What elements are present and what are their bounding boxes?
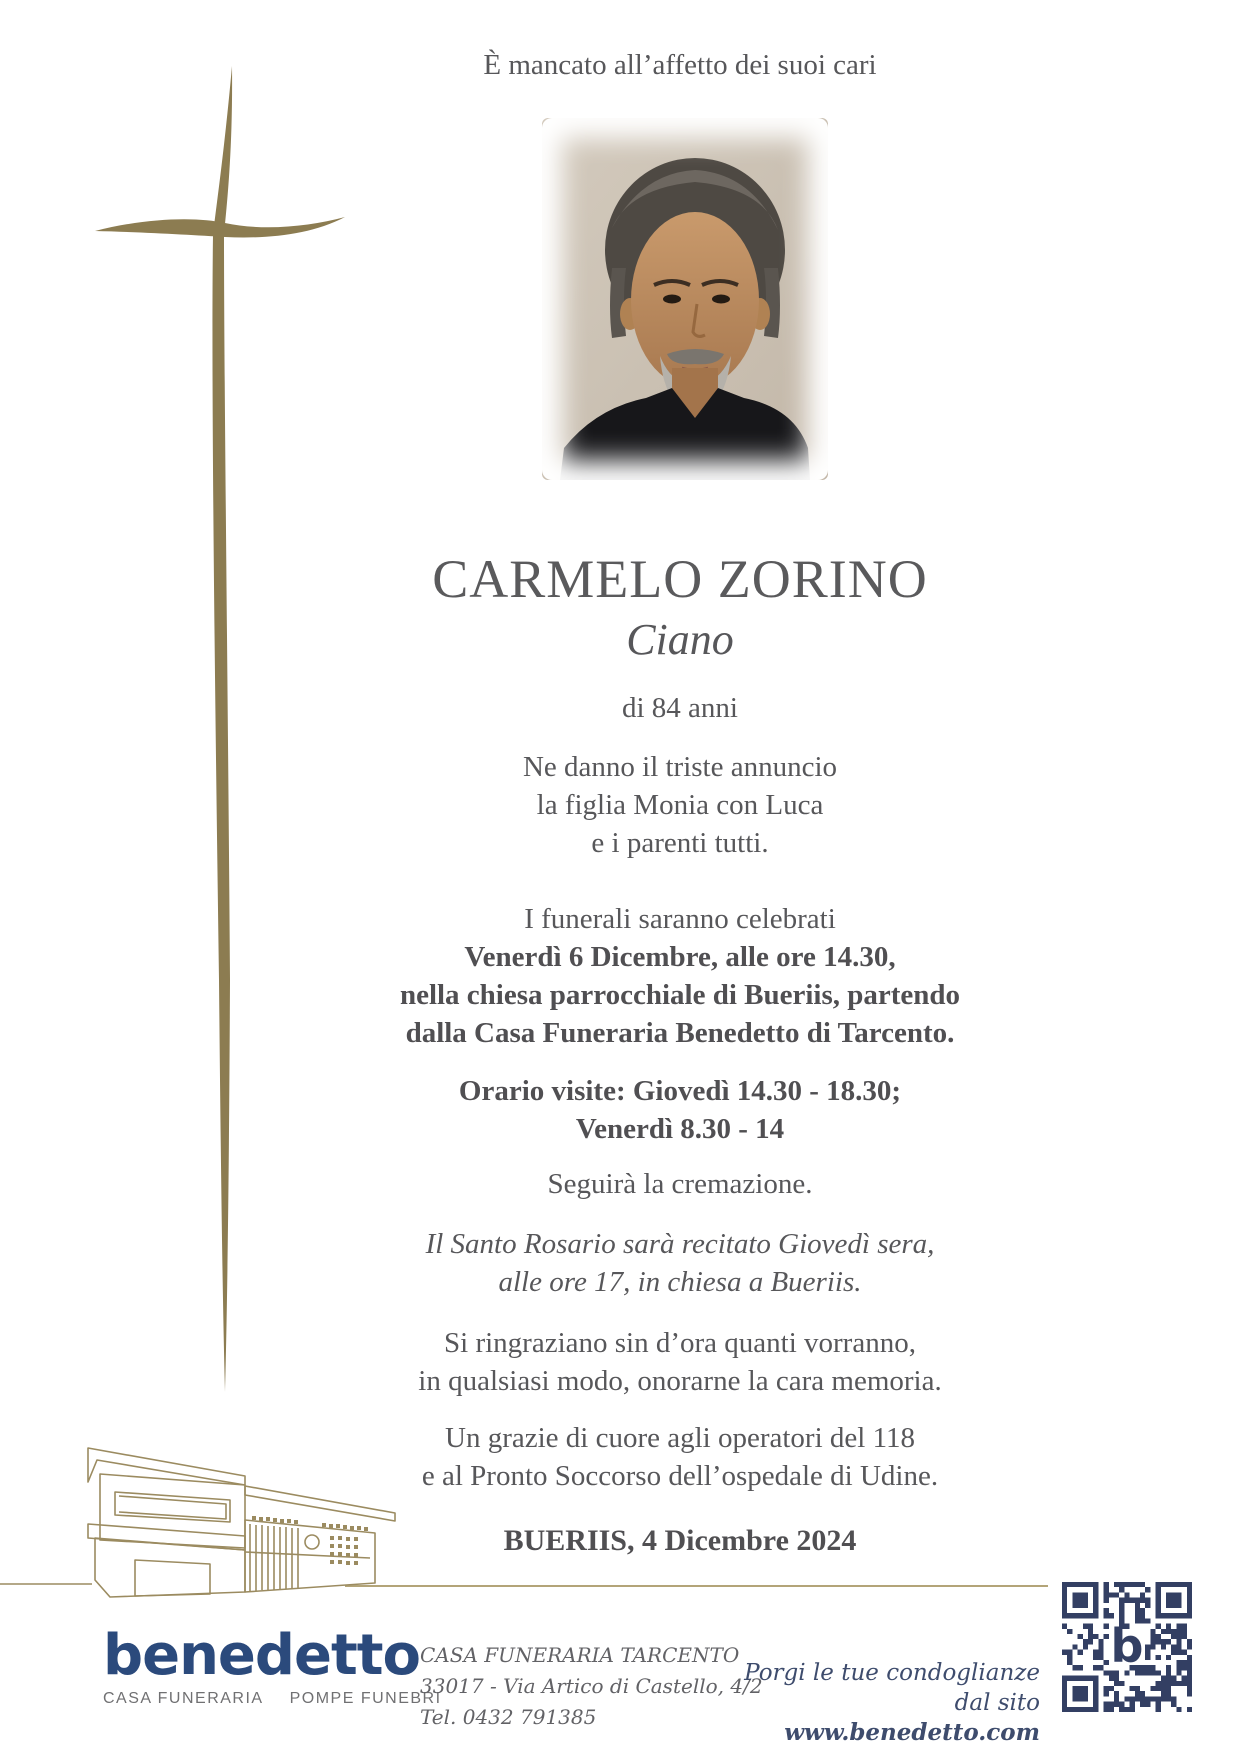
intro-line: È mancato all’affetto dei suoi cari bbox=[483, 49, 877, 81]
funeral-detail-line: nella chiesa parrocchiale di Bueriis, partendo bbox=[399, 979, 961, 1011]
announcement-line: la figlia Monia con Luca bbox=[536, 789, 824, 821]
funeral-paragraph bbox=[230, 900, 1130, 1052]
announcement-paragraph bbox=[230, 748, 1130, 862]
company-info-line: Tel. 0432 791385 bbox=[420, 1705, 597, 1729]
funeral-detail-line: Venerdì 6 Dicembre, alle ore 14.30, bbox=[464, 941, 896, 973]
gratitude-line: e al Pronto Soccorso dell’ospedale di Udine. bbox=[421, 1460, 939, 1492]
benedetto-logo bbox=[103, 1623, 442, 1708]
thanks-line: in qualsiasi modo, onorarne la cara memoria. bbox=[418, 1365, 942, 1397]
funeral-lead: I funerali saranno celebrati bbox=[524, 903, 836, 935]
visiting-hours-paragraph bbox=[230, 1072, 1130, 1148]
logo-tagline-left: CASA FUNERARIA bbox=[103, 1690, 264, 1707]
funeral-detail-line: dalla Casa Funeraria Benedetto di Tarcento. bbox=[405, 1017, 955, 1049]
dateline: BUERIIS, 4 Dicembre 2024 bbox=[503, 1524, 857, 1557]
rosary-line: alle ore 17, in chiesa a Bueriis. bbox=[498, 1266, 862, 1298]
condolences-prefix: dal sito bbox=[954, 1690, 1040, 1716]
website-link[interactable]: www.benedetto.com bbox=[784, 1719, 1040, 1746]
deceased-age: di 84 anni bbox=[622, 692, 738, 724]
logo-tagline bbox=[103, 1690, 442, 1708]
thanks-paragraph bbox=[230, 1324, 1130, 1400]
condolences-line1: Porgi le tue condoglianze bbox=[744, 1660, 1040, 1686]
deceased-nickname: Ciano bbox=[626, 615, 734, 664]
logo-wordmark: benedetto bbox=[103, 1623, 420, 1688]
company-info-line: 33017 - Via Artico di Castello, 4/2 bbox=[420, 1674, 763, 1698]
company-info bbox=[420, 1640, 763, 1733]
funeral-home-drawing bbox=[0, 1420, 1240, 1630]
cremation-line: Seguirà la cremazione. bbox=[547, 1168, 813, 1200]
rosary-paragraph bbox=[230, 1225, 1130, 1301]
company-info-line: CASA FUNERARIA TARCENTO bbox=[420, 1643, 740, 1667]
visiting-hours-line: Venerdì 8.30 - 14 bbox=[575, 1113, 785, 1145]
announcement-line: e i parenti tutti. bbox=[591, 827, 769, 859]
announcement-line: Ne danno il triste annuncio bbox=[522, 751, 838, 783]
gratitude-line: Un grazie di cuore agli operatori del 118 bbox=[445, 1422, 915, 1454]
qr-center-logo: b bbox=[1110, 1619, 1144, 1673]
thanks-line: Si ringraziano sin d’ora quanti vorranno, bbox=[444, 1327, 916, 1359]
visiting-hours-line: Orario visite: Giovedì 14.30 - 18.30; bbox=[458, 1075, 902, 1107]
deceased-name: CARMELO ZORINO bbox=[432, 549, 928, 609]
rosary-line: Il Santo Rosario sarà recitato Giovedì sera, bbox=[425, 1228, 935, 1260]
portrait-photo bbox=[542, 118, 828, 480]
condolences-line2 bbox=[740, 1688, 1040, 1748]
logo-tagline-right: POMPE FUNEBRI bbox=[289, 1690, 442, 1707]
condolences-note bbox=[740, 1658, 1040, 1748]
